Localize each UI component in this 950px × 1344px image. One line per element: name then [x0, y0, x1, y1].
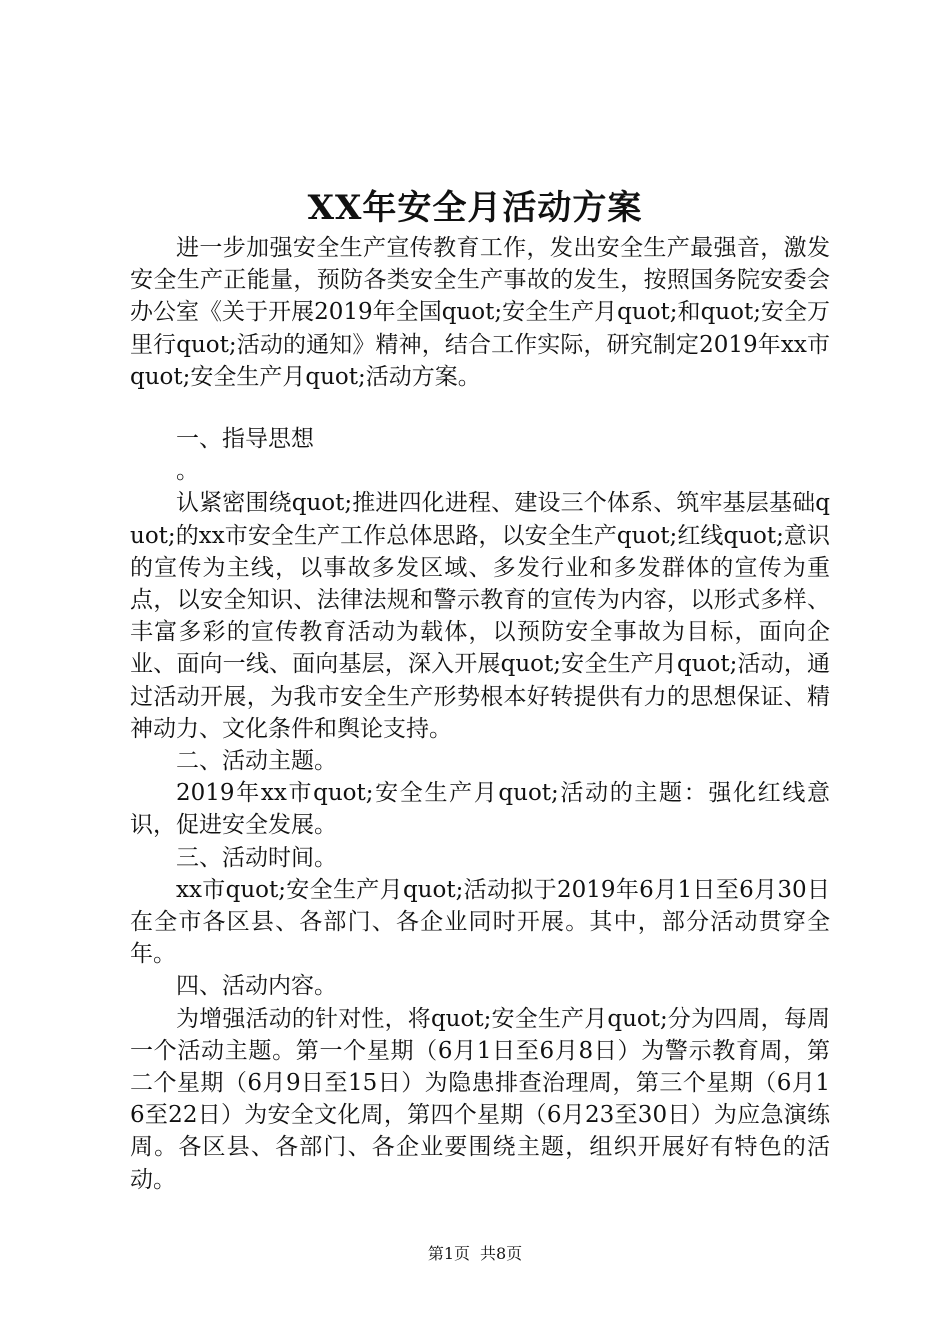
document-body	[130, 232, 830, 1196]
document-title: XX年安全月活动方案	[307, 188, 643, 228]
section-heading-time: 三、活动时间。	[176, 844, 337, 871]
body-paragraph: 认紧密围绕quot;推进四化进程、建设三个体系、筑牢基层基础quot;的xx市安全生产工作总体思路，以安全生产quot;红线quot;意识的宣传为主线，以事故多发区域、多发行业和多发群体的宣传为重点，以安全知识、法律法规和警示教育的宣传为内容，以形式多样、丰富多彩的宣传教育活动为载体，以预防安全事故为目标，面向企业、面向一线、面向基层，深入开展quot;安全生产月quot;活动，通过活动开展，为我市安全生产形势根本好转提供有力的思想保证、精神动力、文化条件和舆论支持。	[130, 490, 830, 742]
section-heading-theme: 二、活动主题。	[176, 748, 337, 775]
body-paragraph: 为增强活动的针对性，将quot;安全生产月quot;分为四周，每周一个活动主题。第一个星期（6月1日至6月8日）为警示教育周，第二个星期（6月9日至15日）为隐患排查治理周，第三个星期（6月16至22日）为安全文化周，第四个星期（6月23至30日）为应急演练周。各区县、各部门、各企业要围绕主题，组织开展好有特色的活动。	[130, 1005, 830, 1193]
page-footer	[0, 1242, 950, 1266]
body-paragraph: xx市quot;安全生产月quot;活动拟于2019年6月1日至6月30日在全市各区县、各部门、各企业同时开展。其中，部分活动贯穿全年。	[130, 876, 830, 968]
page-number: 第1页	[427, 1244, 470, 1263]
body-paragraph: 。	[176, 458, 199, 485]
intro-paragraph: 进一步加强安全生产宣传教育工作，发出安全生产最强音，激发安全生产正能量，预防各类安全生产事故的发生，按照国务院安委会办公室《关于开展2019年全国quot;安全生产月quot;和quot;安全万里行quot;活动的通知》精神，结合工作实际，研究制定2019年xx市quot;安全生产月quot;活动方案。	[130, 235, 830, 390]
section-heading-content: 四、活动内容。	[176, 973, 337, 1000]
body-paragraph: 2019年xx市quot;安全生产月quot;活动的主题：强化红线意识，促进安全发展。	[130, 780, 830, 839]
section-heading-guiding-ideology: 一、指导思想	[176, 426, 314, 453]
page-total: 共8页	[480, 1244, 523, 1263]
